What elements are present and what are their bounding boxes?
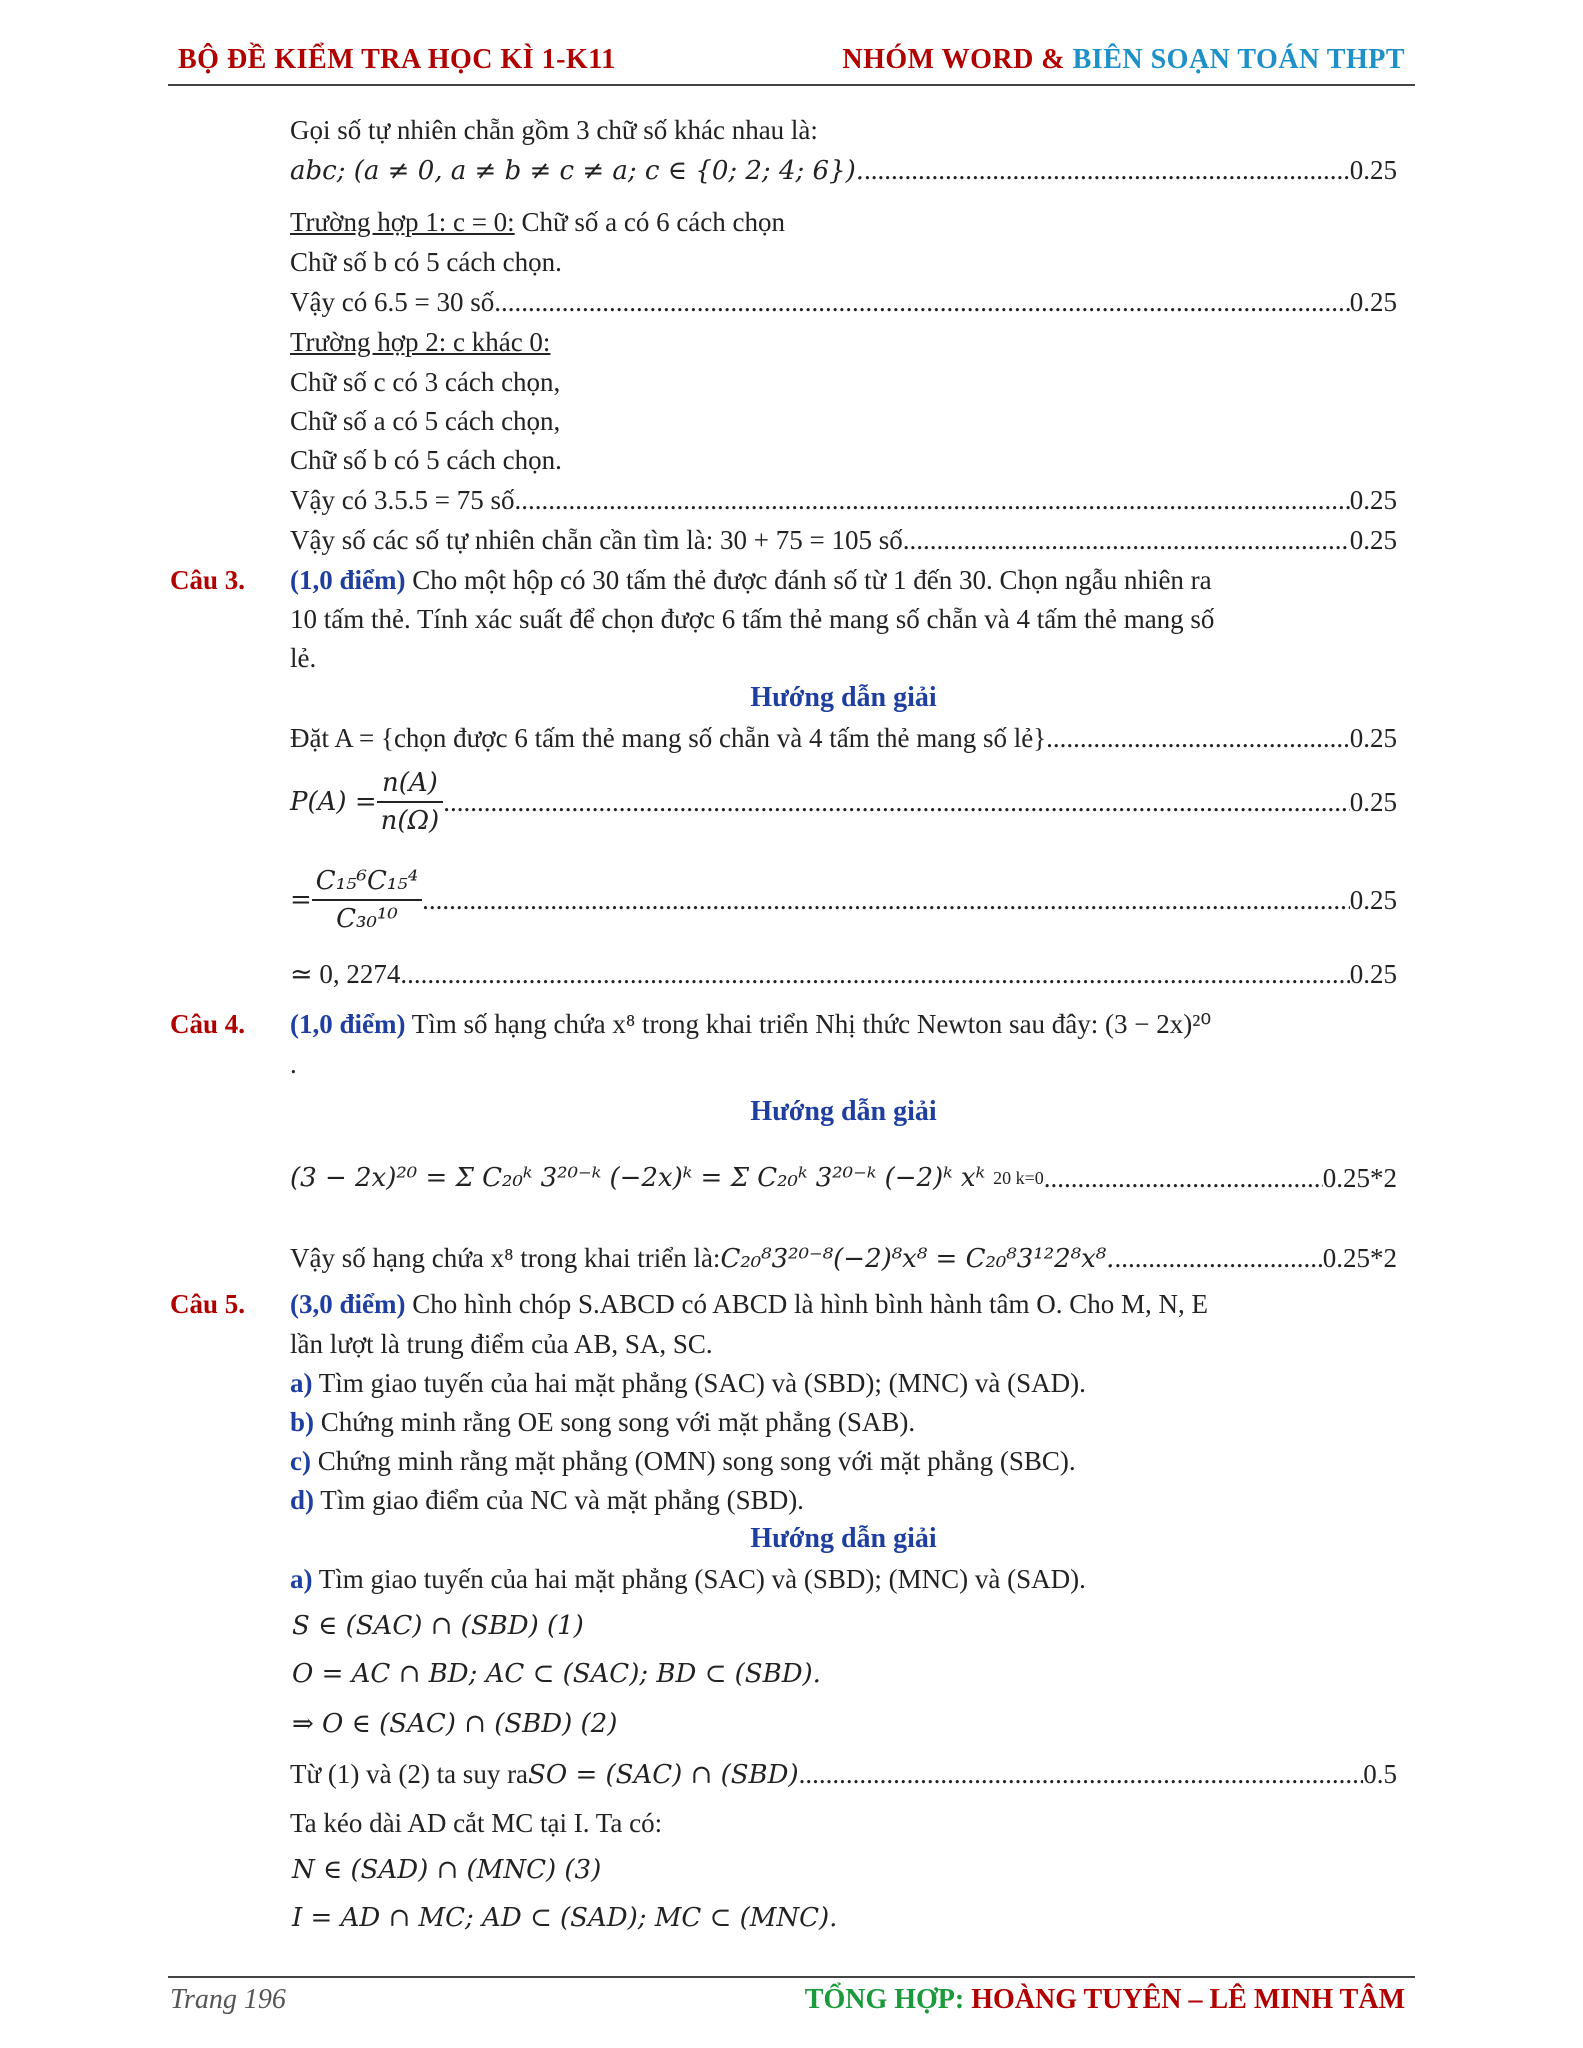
probability-fraction: [377, 765, 444, 839]
case-heading: Trường hợp 1: c = 0:: [290, 207, 515, 237]
sub-question: [290, 1404, 915, 1440]
probability-lhs: P(A) =: [290, 787, 377, 817]
header-ampersand: &: [1041, 44, 1066, 75]
binomial-expansion: (3 − 2x)²⁰ = Σ C₂₀ᵏ 3²⁰⁻ᵏ (−2x)ᵏ = Σ C₂₀ᵏ 3²⁰⁻ᵏ (−2)ᵏ xᵏ: [290, 1163, 986, 1193]
question-text-part: Cho hình chóp S.ABCD có ABCD là hình bình hành tâm O. Cho M, N, E: [405, 1289, 1208, 1319]
case-heading: Trường hợp 2: c khác 0:: [290, 327, 551, 357]
score-value: 0.25: [1349, 885, 1397, 915]
scored-line: [290, 956, 1397, 992]
fraction-denominator: n(Ω): [380, 806, 440, 836]
scored-line: [290, 1240, 1397, 1277]
text-line: Chữ số b có 5 cách chọn.: [290, 247, 562, 277]
question-text-part: Tìm số hạng chứa x⁸ trong khai triển Nhị thức Newton sau đây: (3 − 2x)²⁰: [405, 1009, 1212, 1039]
solution-heading: Hướng dẫn giải: [750, 1523, 937, 1554]
solution-part: [290, 1561, 1086, 1597]
fraction-numerator: C₁₅⁶C₁₅⁴: [312, 863, 422, 901]
dot-leader: [864, 152, 1350, 188]
score-value: 0.25: [1349, 155, 1397, 185]
dot-leader: [501, 284, 1350, 320]
solution-part-text: Tìm giao tuyến của hai mặt phẳng (SAC) và (SBD); (MNC) và (SAD).: [312, 1564, 1086, 1594]
score-value: 0.25: [1349, 287, 1397, 317]
text-line: Gọi số tự nhiên chẵn gồm 3 chữ số khác nhau là:: [290, 115, 818, 145]
math-line: I = AD ∩ MC; AD ⊂ (SAD); MC ⊂ (MNC).: [292, 1903, 838, 1933]
score-value: 0.25: [1349, 787, 1397, 817]
term-expression: C₂₀⁸3²⁰⁻⁸(−2)⁸x⁸ = C₂₀⁸3¹²2⁸x⁸.: [720, 1244, 1115, 1274]
fraction-denominator: C₃₀¹⁰: [336, 904, 398, 934]
dot-leader: [521, 482, 1350, 518]
line-text: Từ (1) và (2) ta suy ra: [290, 1759, 529, 1789]
sub-question-label: a): [290, 1368, 313, 1398]
question-text: 10 tấm thẻ. Tính xác suất để chọn được 6 tấm thẻ mang số chẵn và 4 tấm thẻ mang số: [290, 604, 1215, 634]
header-group-part1: NHÓM WORD: [842, 44, 1034, 75]
page-header: [170, 44, 1413, 84]
question-label: Câu 4.: [170, 1009, 246, 1039]
case-text: Chữ số a có 6 cách chọn: [514, 207, 786, 237]
score-value: 0.25: [1349, 485, 1397, 515]
probability-result: ≃ 0, 2274: [290, 959, 401, 989]
question-text: lẻ.: [290, 643, 317, 673]
scored-line: [290, 762, 1397, 842]
dot-leader: [1046, 720, 1350, 756]
scored-line: [290, 1756, 1397, 1793]
math-line: ⇒ O ∈ (SAC) ∩ (SBD) (2): [292, 1709, 618, 1739]
text-line: [290, 204, 785, 240]
question-label: Câu 5.: [170, 1289, 246, 1319]
dot-leader: [443, 784, 1350, 820]
header-group-part2: BIÊN SOẠN TOÁN THPT: [1072, 44, 1405, 75]
line-text: Vậy có 6.5 = 30 số.: [290, 287, 501, 317]
page-number: Trang 196: [170, 1984, 286, 2015]
text-line: Chữ số a có 5 cách chọn,: [290, 406, 561, 436]
intersection-result: SO = (SAC) ∩ (SBD): [528, 1760, 799, 1790]
header-divider: [168, 84, 1415, 86]
line-text: Vậy số hạng chứa x⁸ trong khai triển là:: [290, 1243, 721, 1273]
header-group-name: [842, 44, 1405, 76]
text-line: [290, 324, 550, 360]
question-text: [290, 1006, 1211, 1042]
sum-lower: k=0: [1015, 1168, 1044, 1188]
scored-line: [290, 152, 1397, 189]
math-line: N ∈ (SAD) ∩ (MNC) (3): [292, 1855, 602, 1885]
footer-authors: HOÀNG TUYÊN – LÊ MINH TÂM: [971, 1984, 1405, 2015]
score-value: 0.25: [1349, 959, 1397, 989]
scored-line: [290, 720, 1397, 756]
text-line: Chữ số c có 3 cách chọn,: [290, 367, 561, 397]
solution-part-label: a): [290, 1564, 313, 1594]
math-line: S ∈ (SAC) ∩ (SBD) (1): [292, 1611, 584, 1641]
text-line: Chữ số b có 5 cách chọn.: [290, 445, 562, 475]
question-text: .: [290, 1049, 297, 1079]
question-label: Câu 3.: [170, 565, 246, 595]
question-points: (1,0 điểm): [290, 565, 406, 595]
footer-credits: [805, 1984, 1405, 2016]
sum-upper: 20: [993, 1168, 1012, 1188]
sub-question-label: d): [290, 1485, 315, 1515]
sub-question-text: Tìm giao điểm của NC và mặt phẳng (SBD).: [314, 1485, 804, 1515]
score-value: 0.5: [1363, 1759, 1397, 1789]
question-points: (3,0 điểm): [290, 1289, 406, 1319]
question-text-part: Cho một hộp có 30 tấm thẻ được đánh số từ 1 đến 30. Chọn ngẫu nhiên ra: [405, 565, 1212, 595]
fraction-numerator: n(A): [377, 765, 444, 803]
sub-question-label: b): [290, 1407, 315, 1437]
equals-sign: =: [290, 885, 312, 915]
question-points: (1,0 điểm): [290, 1009, 406, 1039]
dot-leader: [909, 522, 1349, 558]
scored-line: [290, 522, 1397, 558]
sub-question-text: Tìm giao tuyến của hai mặt phẳng (SAC) và (SBD); (MNC) và (SAD).: [312, 1368, 1086, 1398]
dot-leader: [422, 882, 1350, 918]
line-text: Đặt A = {chọn được 6 tấm thẻ mang số chẵn và 4 tấm thẻ mang số lẻ}: [290, 723, 1047, 753]
footer-divider: [168, 1976, 1415, 1978]
score-value: 0.25: [1349, 525, 1397, 555]
math-expression: abc; (a ≠ 0, a ≠ b ≠ c ≠ a; c ∈ {0; 2; 4; 6}).: [290, 156, 865, 186]
score-value: 0.25*2: [1322, 1163, 1397, 1193]
dot-leader: [400, 956, 1349, 992]
score-value: 0.25*2: [1322, 1243, 1397, 1273]
solution-heading: Hướng dẫn giải: [750, 682, 937, 713]
scored-line: [290, 1138, 1397, 1218]
score-value: 0.25: [1349, 723, 1397, 753]
footer-credits-label: TỔNG HỢP:: [804, 1984, 965, 2015]
sub-question: [290, 1482, 804, 1518]
summation-bounds: [993, 1169, 1044, 1187]
solution-heading: Hướng dẫn giải: [750, 1096, 937, 1127]
sub-question: [290, 1365, 1086, 1401]
math-line: O = AC ∩ BD; AC ⊂ (SAC); BD ⊂ (SBD).: [292, 1659, 821, 1689]
dot-leader: [799, 1756, 1364, 1792]
scored-line: [290, 482, 1397, 518]
question-text: [290, 1286, 1208, 1322]
combination-fraction: [312, 863, 422, 937]
dot-leader: [1114, 1240, 1322, 1276]
scored-line: [290, 858, 1397, 942]
scored-line: [290, 284, 1397, 320]
dot-leader: [1044, 1160, 1323, 1196]
line-text: Vậy có 3.5.5 = 75 số.: [290, 485, 522, 515]
page-footer: [170, 1984, 1413, 2024]
header-title: BỘ ĐỀ KIỂM TRA HỌC KÌ 1-K11: [178, 44, 616, 75]
question-text: lần lượt là trung điểm của AB, SA, SC.: [290, 1329, 713, 1359]
sub-question-label: c): [290, 1446, 311, 1476]
sub-question-text: Chứng minh rằng mặt phẳng (OMN) song song với mặt phẳng (SBC).: [310, 1446, 1076, 1476]
sub-question: [290, 1443, 1076, 1479]
line-text: Vậy số các số tự nhiên chẵn cần tìm là: 30 + 75 = 105 số.: [290, 525, 910, 555]
sub-question-text: Chứng minh rằng OE song song với mặt phẳng (SAB).: [314, 1407, 916, 1437]
question-text: [290, 562, 1212, 598]
text-line: Ta kéo dài AD cắt MC tại I. Ta có:: [290, 1808, 663, 1838]
